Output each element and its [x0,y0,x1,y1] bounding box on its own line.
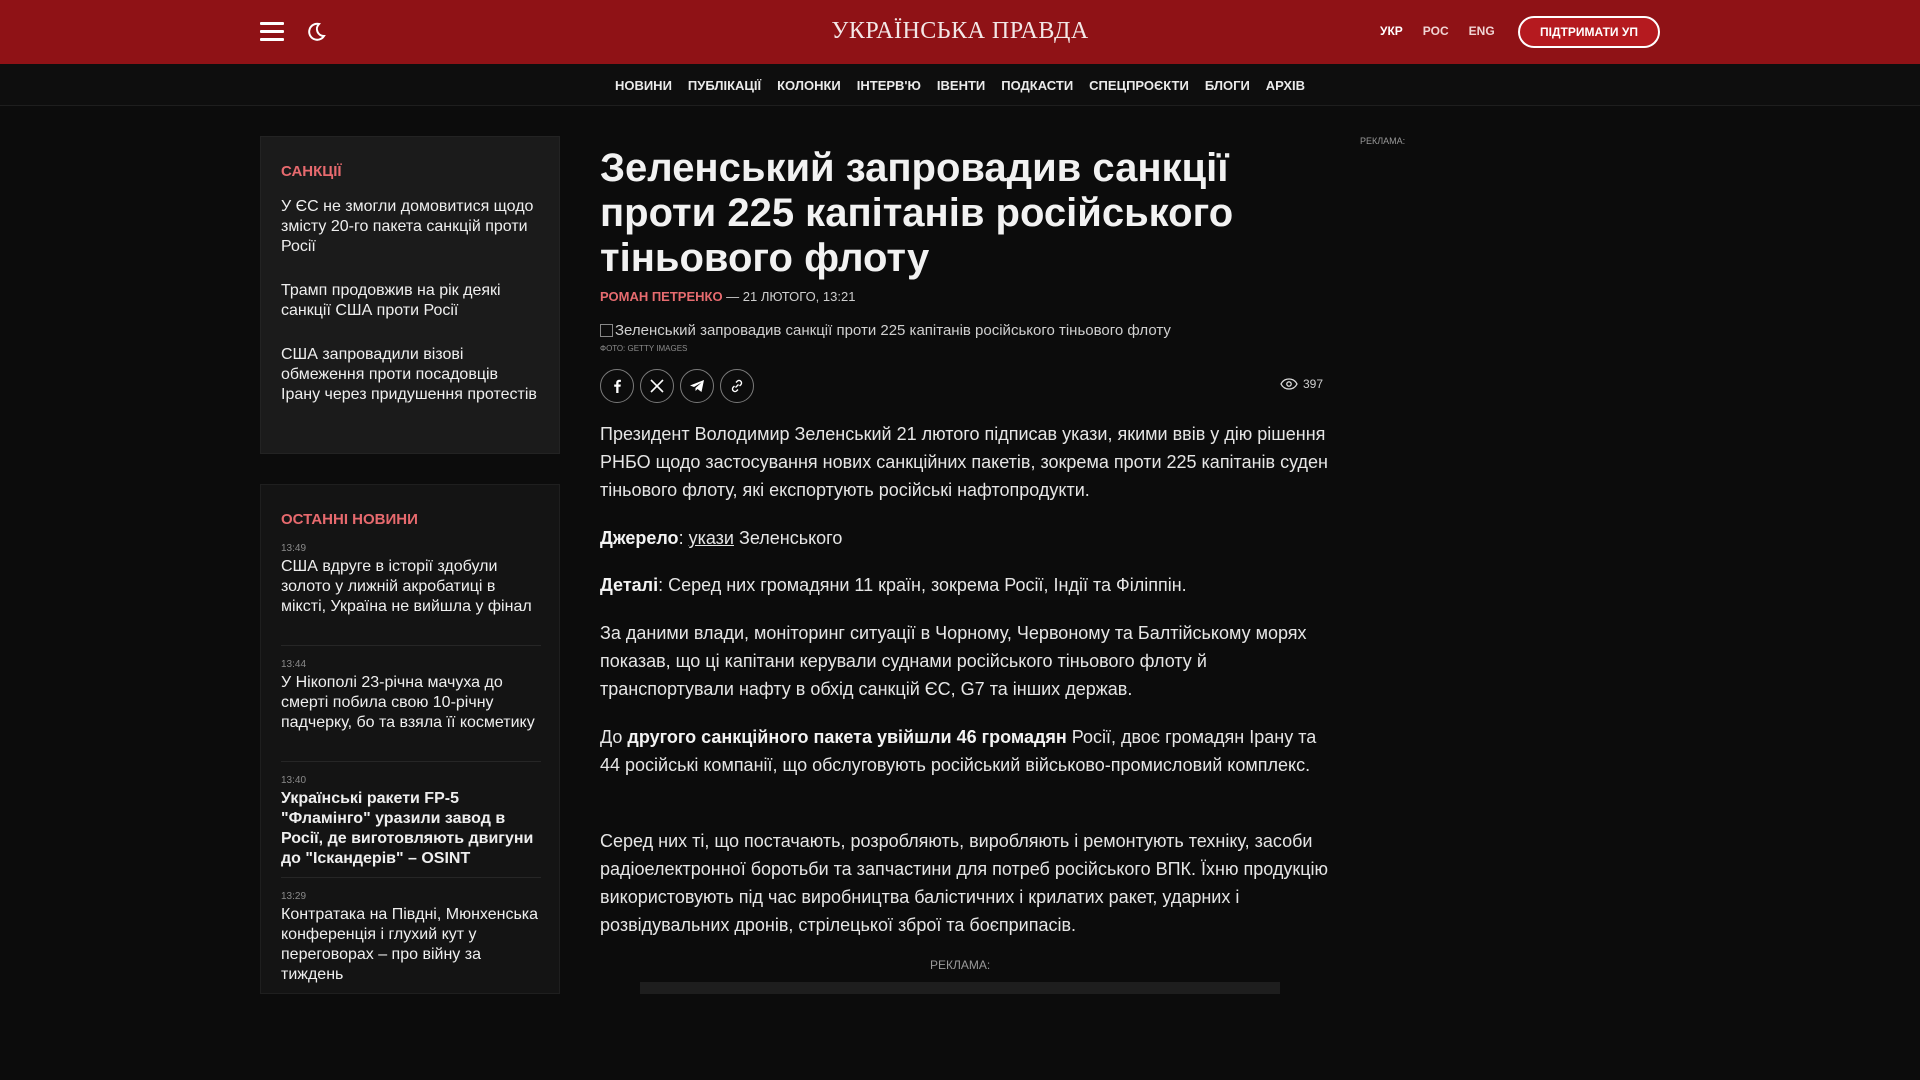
telegram-icon[interactable] [680,369,714,403]
news-item[interactable]: У Нікополі 23-річна мачуха до смерті побила свою 10-річну падчерку, бо та взяла її косметику [281,674,535,731]
nav-item-specprojects[interactable]: СПЕЦПРОЄКТИ [1089,78,1189,93]
views-count: 397 [1303,377,1324,391]
sanctions-box [260,136,560,454]
sanctions-item[interactable]: У ЄС не змогли домовитися щодо змісту 20-го пакета санкцій проти Росії [281,198,534,255]
author-link[interactable]: РОМАН ПЕТРЕНКО [600,289,723,304]
views-counter [1280,377,1323,391]
nav-item-events[interactable]: ІВЕНТИ [936,78,986,93]
sanctions-item[interactable]: США запровадили візові обмеження проти посадовців Ірану через придушення протестів [281,346,537,403]
sanctions-title[interactable]: САНКЦІЇ [281,163,342,180]
p2-bold: другого санкційного пакета увійшли 46 громадян [627,727,1067,747]
p2-rest: Росії, двоє громадян Ірану та 44 російські компанії, що обслуговують російський військово-промисловий комплекс. [600,727,1317,775]
facebook-icon[interactable] [600,369,634,403]
ad-slot[interactable] [640,982,1280,994]
news-time: 13:49 [281,543,307,554]
nav-item-columns[interactable]: КОЛОНКИ [777,78,841,93]
nav-item-archive[interactable]: АРХІВ [1265,78,1306,93]
link-icon[interactable] [720,369,754,403]
article-headline: Зеленський запровадив санкції проти 225 капітанів російського тіньового флоту [600,146,1234,280]
article-lead: Президент Володимир Зеленський 21 лютого підписав укази, якими ввів у дію рішення РНБО щодо застосування нових санкційних пакетів, зокрема проти 225 капітанів суден тіньового флоту, які експортують російські нафтопродукти. [600,424,1328,500]
lang-ros[interactable]: РОС [1422,24,1449,38]
language-switcher [1380,24,1495,38]
news-item[interactable]: Контратака на Півдні, Мюнхенська конференція і глухий кут у переговорах – про війну за тиждень [281,906,539,983]
article-date: — 21 ЛЮТОГО, 13:21 [722,289,856,304]
details-text: : Серед них громадяни 11 країн, зокрема Росії, Індії та Філіппін. [658,575,1187,595]
image-alt-text: Зеленський запровадив санкції проти 225 капітанів російського тіньового флоту [615,322,1171,339]
details-label: Деталі [600,575,659,595]
top-bar [0,0,1920,64]
news-time: 13:40 [281,775,307,786]
support-button[interactable]: ПІДТРИМАТИ УП [1518,16,1660,48]
lang-eng[interactable]: ENG [1468,24,1495,38]
divider [281,761,541,762]
details-line [600,571,1330,599]
photo-credit: ФОТО: GETTY IMAGES [600,344,688,353]
news-item[interactable]: Українські ракети FP-5 "Фламінго" уразили завод в Росії, де виготовляють двигуни до "Іскандерів" – OSINT [281,790,534,867]
site-logo[interactable]: УКРАЇНСЬКА ПРАВДА [831,18,1089,44]
source-label: Джерело [600,528,679,548]
article-image [600,322,1171,339]
main-nav [0,64,1920,106]
source-rest: Зеленського [733,528,843,548]
sanctions-item[interactable]: Трамп продовжив на рік деякі санкції США проти Росії [281,282,501,319]
news-item[interactable]: США вдруге в історії здобули золото у лижній акробатиці в мікстi, Україна не вийшла у фінал [281,558,532,615]
nav-item-interview[interactable]: ІНТЕРВ'Ю [856,78,921,93]
eye-icon [1280,378,1298,390]
news-time: 13:44 [281,659,307,670]
side-ad-label: РЕКЛАМА: [1360,136,1406,146]
nav-item-news[interactable]: НОВИНИ [614,78,672,93]
source-line: Джерело: укази Зеленського [600,528,843,548]
nav-item-blogs[interactable]: БЛОГИ [1204,78,1250,93]
article-paragraph: За даними влади, моніторинг ситуації в Чорному, Червоному та Балтійському морях показав, що ці капітани керували суднами російського тіньового флоту й транспортували нафту в обхід санкцій ЄС, G7 та інших держав. [600,623,1307,699]
source-link[interactable]: укази [688,528,734,548]
article-paragraph [600,723,1330,779]
latest-news-box [260,484,560,994]
latest-news-title: ОСТАННІ НОВИНИ [281,511,418,528]
inline-ad-label: РЕКЛАМА: [930,958,991,972]
broken-image-icon [600,324,613,337]
article-paragraph: Серед них ті, що постачають, розробляють, виробляють і ремонтують техніку, засоби радіоелектронної боротьби та запчастини для потреб російського ВПК. Їхню продукцію використовують під час виробництва балістичних і крилатих ракет, ударних і розвідувальних дронів, стрілецької зброї та боєприпасів. [600,831,1329,935]
divider [281,877,541,878]
x-icon[interactable] [640,369,674,403]
news-time: 13:29 [281,891,307,902]
nav-item-podcasts[interactable]: ПОДКАСТИ [1001,78,1074,93]
nav-item-publications[interactable]: ПУБЛІКАЦІЇ [687,78,762,93]
p2-start: До [600,727,628,747]
byline [600,289,855,304]
lang-ukr[interactable]: УКР [1380,24,1403,38]
divider [281,645,541,646]
